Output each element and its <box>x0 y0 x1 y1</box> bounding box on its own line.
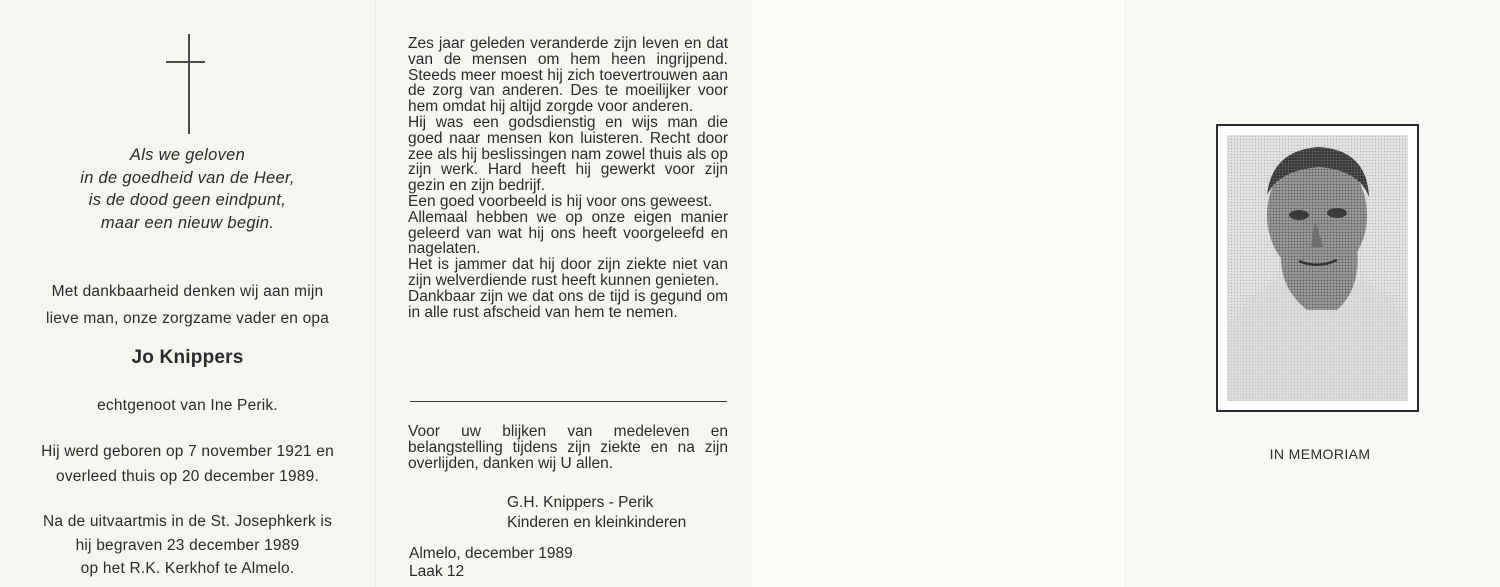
signature-line: G.H. Knippers - Perik <box>507 494 654 511</box>
place-date-line: Almelo, december 1989 <box>409 545 573 562</box>
birth-line: Hij werd geboren op 7 november 1921 en <box>41 443 334 460</box>
signature <box>507 493 686 533</box>
deceased-name: Jo Knippers <box>131 347 244 368</box>
poem-line: maar een nieuw begin. <box>100 213 275 232</box>
memorial-paragraph: Een goed voorbeeld is hij voor ons geweest. <box>408 192 713 210</box>
memorial-paragraph: Hij was een godsdienstig en wijs man die goed naar mensen kon luisteren. Recht door zee als hij beslissingen nam zowel thuis als op zijn werk. Hard heeft hij gewerkt voor zijn gezin en zijn bedrijf. <box>408 113 728 195</box>
memorial-paragraph: Allemaal hebben we op onze eigen manier geleerd van wat hij ons heeft voorgeleefd en nagelaten. <box>408 208 728 258</box>
portrait-image <box>1227 135 1408 401</box>
cross-icon-bar <box>166 61 205 63</box>
memorial-paragraph: Het is jammer dat hij door zijn ziekte niet van zijn welverdiende rust heeft kunnen genieten. <box>408 256 728 289</box>
in-memoriam-caption: IN MEMORIAM <box>1269 446 1371 462</box>
spouse-line: echtgenoot van Ine Perik. <box>97 397 278 414</box>
poem-line: in de goedheid van de Heer, <box>80 168 295 187</box>
left-panel <box>0 0 375 587</box>
poem-line: Als we geloven <box>129 146 246 164</box>
signature-line: Kinderen en kleinkinderen <box>507 514 687 531</box>
burial-line: hij begraven 23 december 1989 <box>75 536 300 554</box>
thanks-text: Voor uw blijken van medeleven en belangstelling tijdens zijn ziekte en na zijn overlijden, danken wij U allen. <box>408 423 728 472</box>
memorial-paragraph: Zes jaar geleden veranderde zijn leven en dat van de mensen om hem heen ingrijpend. Steeds meer moest hij zich toevertrouwen aan de zorg van anderen. Des te moeilijker voor hem omdat hij altijd zorgde voor anderen. <box>408 35 728 116</box>
burial-line: Na de uitvaartmis in de St. Josephkerk is <box>42 513 333 530</box>
death-line: overleed thuis op 20 december 1989. <box>56 467 319 485</box>
intro-text <box>0 281 375 330</box>
blank-panel <box>750 0 1125 587</box>
intro-line: Met dankbaarheid denken wij aan mijn <box>51 283 324 300</box>
burial-line: op het R.K. Kerkhof te Almelo. <box>80 560 295 577</box>
poem <box>0 144 375 234</box>
poem-line: is de dood geen eindpunt, <box>88 191 287 209</box>
portrait-photo <box>1216 124 1419 412</box>
portrait-figure <box>1227 135 1408 401</box>
birth-death-text <box>0 441 375 488</box>
memorial-paragraph: Dankbaar zijn we dat ons de tijd is gegund om in alle rust afscheid van hem te nemen. <box>408 287 728 321</box>
place-date <box>409 545 573 581</box>
intro-line: lieve man, onze zorgzame vader en opa <box>45 309 330 327</box>
divider <box>410 401 727 402</box>
burial-text <box>0 511 375 581</box>
cross-icon <box>188 34 190 134</box>
address-line: Laak 12 <box>409 563 465 580</box>
memorial-text <box>408 36 728 320</box>
